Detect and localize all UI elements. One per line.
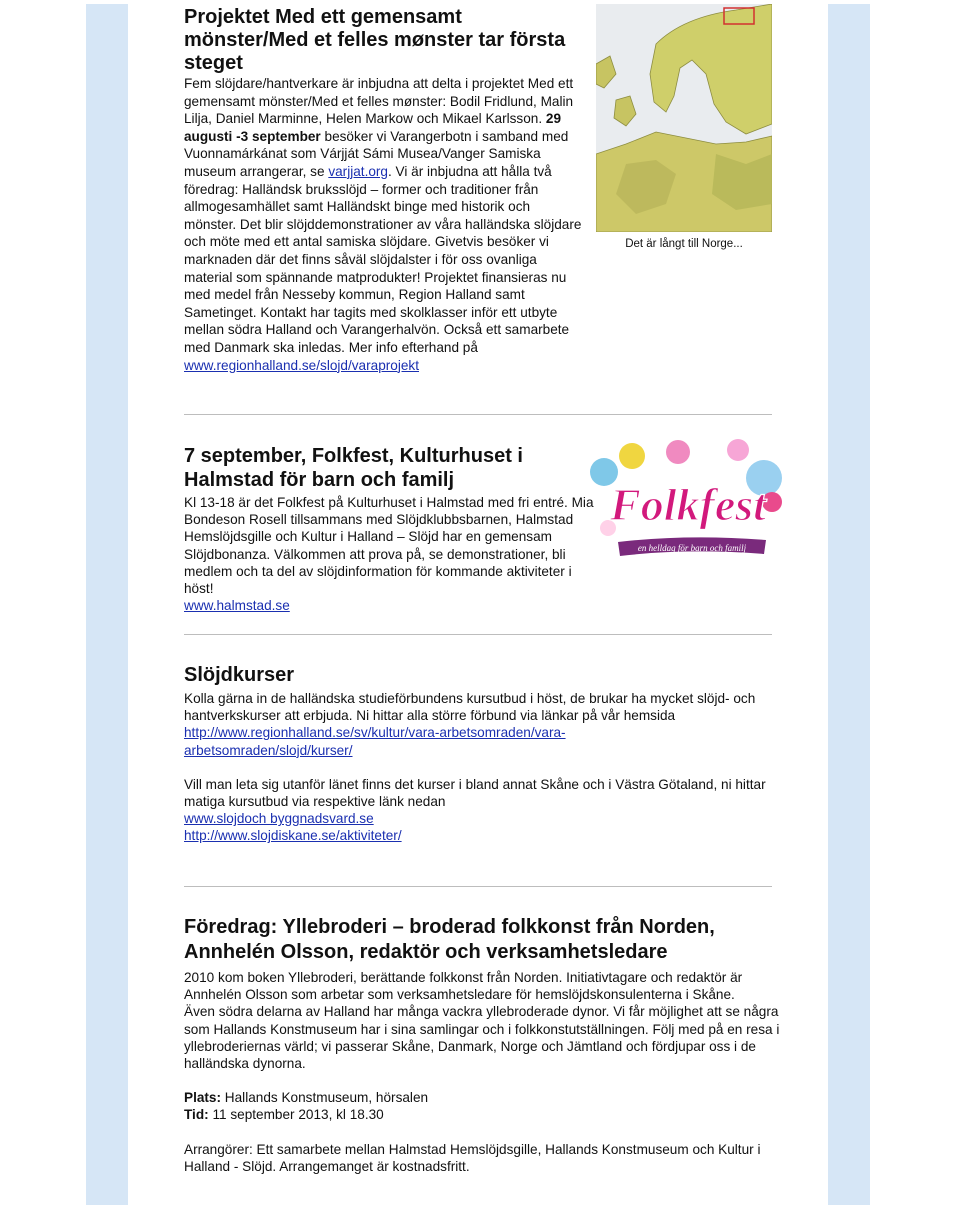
balloons-icon (588, 438, 788, 568)
folkfest-logo (588, 438, 788, 568)
section-lecture-details: Plats: Hallands Konstmuseum, hörsalen Tid: 11 september 2013, kl 18.30 (184, 1090, 429, 1123)
map-caption: Det är långt till Norge... (625, 238, 743, 250)
slojdiskane-link[interactable]: http://www.slojdiskane.se/aktiviteter/ (184, 828, 402, 844)
divider-3 (184, 886, 772, 887)
section-courses (184, 662, 784, 845)
section-lecture-title: Föredrag: Yllebroderi – broderad folkkonst från Norden, Annhelén Olsson, redaktör och verksamhetsledare (184, 916, 715, 963)
section-project-body: Fem slöjdare/hantverkare är inbjudna att delta i projektet Med ett gemensamt mönster/Med et felles mønster: Bodil Fridlund, Malin Lilja, Daniel Marminne, Helen Markow och Mikael Karlsson. 29 augusti -3 september besöker vi Varangerbotn i samband med Vuonnamárkánat som Várjját Sámi Musea/Vanger Samiska museum arrangerar, se varjjat.org. Vi är inbjudna att hålla två föredrag: Halländsk bruksslöjd – former och traditioner från allmogesamhället samt Halländskt binge med historik och mönster. Det blir slöjddemonstrationer av våra halländska slöjdare och möte med ett antal samiska slöjdare. Givetvis besöker vi marknaden där det finns såväl slöjdalster i för oss ovanliga material som spännande matprodukter! Projektet finansieras nu med medel från Nesseby kommun, Region Halland samt Sametinget. Kontakt har tagits med skolklasser inför ett utbyte mellan södra Halland och Varangerhalvön. Också ett samarbete med Danmark ska inledas. Mer info efterhand på www.regionhalland.se/slojd/varaprojekt (184, 76, 582, 373)
section-project (184, 6, 584, 374)
section-folkfest-title: 7 september, Folkfest, Kulturhuset i Halmstad för barn och familj (184, 445, 523, 491)
regionhalland-courses-link[interactable]: http://www.regionhalland.se/sv/kultur/vara-arbetsomraden/vara- arbetsomraden/slojd/kurser/ (184, 725, 566, 758)
section-lecture-organizers: Arrangörer: Ett samarbete mellan Halmstad Hemslöjdsgille, Hallands Konstmuseum och Kultur i Halland - Slöjd. Arrangemanget är kostnadsfritt. (184, 1141, 761, 1174)
map-icon (596, 4, 772, 232)
newsletter-page (128, 0, 828, 1209)
halmstad-link[interactable]: www.halmstad.se (184, 598, 290, 614)
divider-2 (184, 634, 772, 635)
europe-map-image (596, 4, 772, 232)
section-folkfest-body: Kl 13-18 är det Folkfest på Kulturhuset i Halmstad med fri entré. Mia Bondeson Rosell tillsammans med Slöjdklubbsbarnen, Halmstad Hemslöjdsgille och Kultur i Halland – Slöjd har en gemensam Slöjdbonanza. Välkommen att prova på, se demonstrationer, bli medlem och ta del av slöjdinformation för kommande aktiviteter i höst! www.halmstad.se (184, 495, 594, 614)
varjjat-link[interactable]: varjjat.org (328, 163, 388, 179)
project-dates: 29 augusti -3 september (184, 111, 562, 144)
section-folkfest (184, 444, 594, 614)
regionhalland-project-link[interactable]: www.regionhalland.se/slojd/varaprojekt (184, 357, 419, 373)
section-courses-outside: Vill man leta sig utanför länet finns det kurser i bland annat Skåne och i Västra Götaland, ni hittar matiga kursutbud via respektive länk nedan www.slojdoch byggnadsvard.se http://www.slojdiskane.se/aktiviteter/ (184, 776, 766, 844)
folkfest-logo-tagline: en helldag för barn och familj (637, 543, 747, 553)
section-courses-intro: Kolla gärna in de halländska studieförbundens kursutbud i höst, de brukar ha mycket slöjd- och hantverkskurser att erbjuda. Ni hittar alla större förbund via länkar på vår hemsida http://www.regionhalland.se/sv/kultur/vara-arbetsomraden/vara- arbetsomraden/slojd/kurser/ (184, 691, 756, 758)
section-lecture-p2: Även södra delarna av Halland har många vackra yllebroderade dynor. Vi får möjlighet att se några som Hallands Konstmuseum har i sina samlingar och i folkkonstutställningen. Följ med på en resa i yllebroderiernas värld; vi passerar Skåne, Danmark, Norge och Jämtland och fördjupar oss i de halländska dynorna. (184, 1004, 780, 1072)
section-project-title: Projektet Med ett gemensamt mönster/Med et felles mønster tar första steget (184, 6, 566, 74)
divider-1 (184, 414, 772, 415)
section-courses-title: Slöjdkurser (184, 664, 295, 686)
folkfest-logo-word: Folkfest (610, 479, 766, 530)
slojdoch-link[interactable]: www.slojdoch byggnadsvard.se (184, 811, 374, 827)
left-background-band (86, 4, 128, 1205)
section-lecture (184, 915, 784, 1175)
right-background-band (828, 4, 870, 1205)
section-lecture-p1: 2010 kom boken Yllebroderi, berättande folkkonst från Norden. Initiativtagare och redaktör är Annhelén Olsson som arbetar som verksamhetsledare för hemslöjdskonsulenterna i Skåne. (184, 970, 743, 1003)
